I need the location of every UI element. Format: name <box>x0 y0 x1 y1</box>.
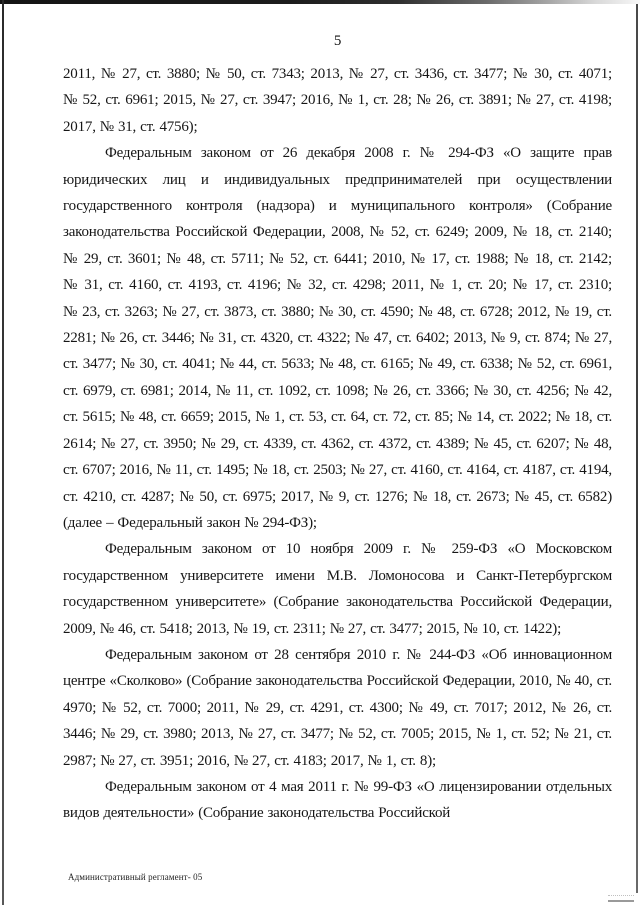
scan-artifact-top-edge <box>0 0 640 4</box>
footer-note: Административный регламент- 05 <box>68 872 203 882</box>
page-number: 5 <box>333 33 342 49</box>
scan-artifact-left-edge <box>2 0 4 905</box>
scan-artifact-right-edge <box>636 4 638 893</box>
paragraph-law-99-fz: Федеральным законом от 4 мая 2011 г. № 99-ФЗ «О лицензировании отдельных видов деятельности» (Собрание законодательства Российской <box>63 778 612 822</box>
paragraph-law-259-fz: Федеральным законом от 10 ноября 2009 г. № 259-ФЗ «О Московском государственном университете имени М.В. Ломоносова и Санкт-Петербургском государственном университете» (Собрание законодательства Российской Федерации, 2009, № 46, ст. 5418; 2013, № 19, ст. 2311; № 27, ст. 3477; 2015, № 10, ст. 1422); <box>63 541 612 637</box>
scan-artifact-bottom-right <box>608 895 634 902</box>
document-body <box>63 61 612 827</box>
paragraph-law-244-fz: Федеральным законом от 28 сентября 2010 г. № 244-ФЗ «Об инновационном центре «Сколково» (Собрание законодательства Российской Федерации, 2010, № 40, ст. 4970; № 52, ст. 7000; 2011, № 29, ст. 4291, ст. 4300; № 49, ст. 7017; 2012, № 26, ст. 3446; № 29, ст. 3980; 2013, № 27, ст. 3477; № 52, ст. 7005; 2015, № 1, ст. 52; № 21, ст. 2987; № 27, ст. 3951; 2016, № 27, ст. 4183; 2017, № 1, ст. 8); <box>63 646 612 769</box>
paragraph-law-294-fz: Федеральным законом от 26 декабря 2008 г. № 294-ФЗ «О защите прав юридических лиц и индивидуальных предпринимателей при осуществлении государственного контроля (надзора) и муниципального контроля» (Собрание законодательства Российской Федерации, 2008, № 52, ст. 6249; 2009, № 18, ст. 2140; № 29, ст. 3601; № 48, ст. 5711; № 52, ст. 6441; 2010, № 17, ст. 1988; № 18, ст. 2142; № 31, ст. 4160, ст. 4193, ст. 4196; № 32, ст. 4298; 2011, № 1, ст. 20; № 17, ст. 2310; № 23, ст. 3263; № 27, ст. 3873, ст. 3880; № 30, ст. 4590; № 48, ст. 6728; 2012, № 19, ст. 2281; № 26, ст. 3446; № 31, ст. 4320, ст. 4322; № 47, ст. 6402; 2013, № 9, ст. 874; № 27, ст. 3477; № 30, ст. 4041; № 44, ст. 5633; № 48, ст. 6165; № 49, ст. 6338; № 52, ст. 6961, ст. 6979, ст. 6981; 2014, № 11, ст. 1092, ст. 1098; № 26, ст. 3366; № 30, ст. 4256; № 42, ст. 5615; № 48, ст. 6659; 2015, № 1, ст. 53, ст. 64, ст. 72, ст. 85; № 14, ст. 2022; № 18, ст. 2614; № 27, ст. 3950; № 29, ст. 4339, ст. 4362, ст. 4372, ст. 4389; № 45, ст. 6207; № 48, ст. 6707; 2016, № 11, ст. 1495; № 18, ст. 2503; № 27, ст. 4160, ст. 4164, ст. 4187, ст. 4194, ст. 4210, ст. 4287; № 50, ст. 6975; 2017, № 9, ст. 1276; № 18, ст. 2673; № 45, ст. 6582) (далее – Федеральный закон № 294-ФЗ); <box>63 145 612 531</box>
paragraph-citation-continuation: 2011, № 27, ст. 3880; № 50, ст. 7343; 2013, № 27, ст. 3436, ст. 3477; № 30, ст. 4071; № 52, ст. 6961; 2015, № 27, ст. 3947; 2016, № 1, ст. 28; № 26, ст. 3891; № 27, ст. 4198; 2017, № 31, ст. 4756); <box>63 66 612 135</box>
